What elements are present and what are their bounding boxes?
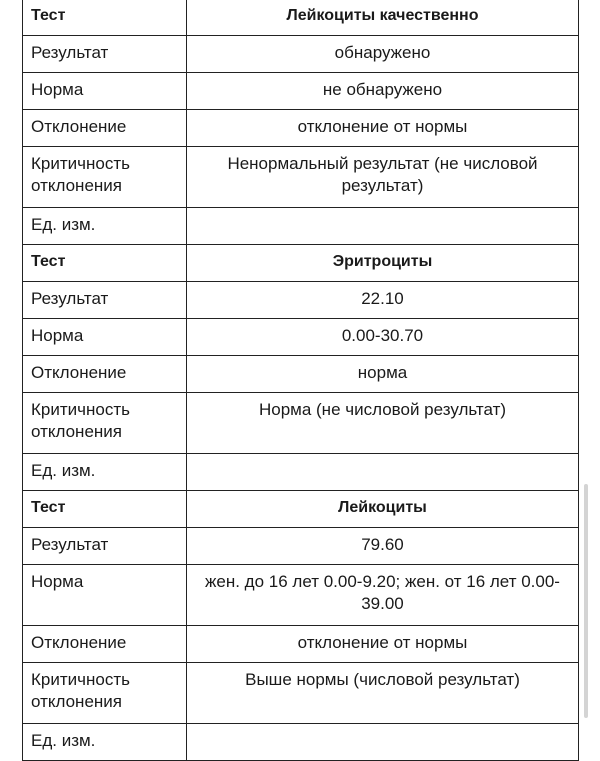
row-value xyxy=(187,208,579,245)
row-label: Ед. изм. xyxy=(23,454,187,491)
row-label: Отклонение xyxy=(23,626,187,663)
row-label: Критичность отклонения xyxy=(23,393,187,454)
row-label: Ед. изм. xyxy=(23,208,187,245)
row-value xyxy=(187,454,579,491)
table-row xyxy=(23,393,579,454)
row-label: Норма xyxy=(23,319,187,356)
row-label: Результат xyxy=(23,282,187,319)
test-header-label: Тест xyxy=(23,0,187,36)
results-page xyxy=(22,0,578,761)
row-label: Результат xyxy=(23,36,187,73)
row-value: Выше нормы (числовой результат) xyxy=(187,663,579,724)
test-header-row xyxy=(23,245,579,282)
table-row xyxy=(23,319,579,356)
lab-results-table xyxy=(22,0,579,761)
row-value: 79.60 xyxy=(187,528,579,565)
row-label: Норма xyxy=(23,565,187,626)
table-row xyxy=(23,282,579,319)
test-name: Лейкоциты xyxy=(187,491,579,528)
table-row xyxy=(23,454,579,491)
row-value: жен. до 16 лет 0.00-9.20; жен. от 16 лет 0.00-39.00 xyxy=(187,565,579,626)
table-row xyxy=(23,724,579,761)
row-value: 0.00-30.70 xyxy=(187,319,579,356)
table-row xyxy=(23,110,579,147)
row-label: Критичность отклонения xyxy=(23,663,187,724)
table-row xyxy=(23,208,579,245)
row-value: норма xyxy=(187,356,579,393)
test-name: Эритроциты xyxy=(187,245,579,282)
test-name: Лейкоциты качественно xyxy=(187,0,579,36)
row-label: Результат xyxy=(23,528,187,565)
row-value: отклонение от нормы xyxy=(187,110,579,147)
row-value xyxy=(187,724,579,761)
table-row xyxy=(23,356,579,393)
table-row xyxy=(23,663,579,724)
row-value: 22.10 xyxy=(187,282,579,319)
row-value: не обнаружено xyxy=(187,73,579,110)
row-label: Критичность отклонения xyxy=(23,147,187,208)
table-row xyxy=(23,626,579,663)
row-value: обнаружено xyxy=(187,36,579,73)
test-header-label: Тест xyxy=(23,245,187,282)
table-row xyxy=(23,565,579,626)
row-value: отклонение от нормы xyxy=(187,626,579,663)
row-value: Ненормальный результат (не числовой результат) xyxy=(187,147,579,208)
vertical-scrollbar[interactable] xyxy=(584,484,588,718)
table-row xyxy=(23,147,579,208)
test-header-row xyxy=(23,0,579,36)
row-label: Норма xyxy=(23,73,187,110)
table-row xyxy=(23,528,579,565)
table-row xyxy=(23,73,579,110)
row-label: Отклонение xyxy=(23,110,187,147)
table-row xyxy=(23,36,579,73)
row-value: Норма (не числовой результат) xyxy=(187,393,579,454)
row-label: Отклонение xyxy=(23,356,187,393)
test-header-row xyxy=(23,491,579,528)
test-header-label: Тест xyxy=(23,491,187,528)
row-label: Ед. изм. xyxy=(23,724,187,761)
